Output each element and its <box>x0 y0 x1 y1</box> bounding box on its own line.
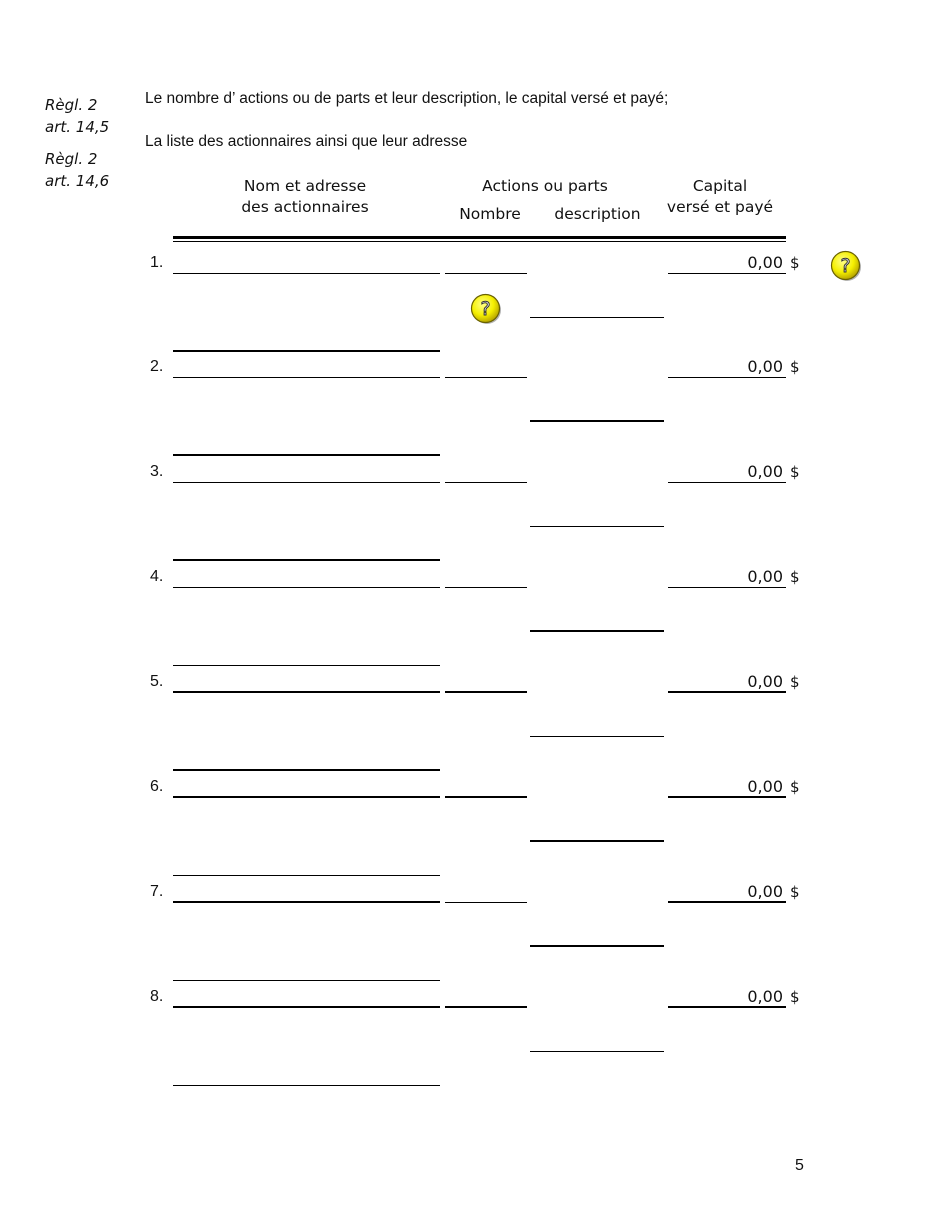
row-number: 1. <box>150 254 164 271</box>
shares-description-input[interactable] <box>530 612 664 632</box>
row-number: 2. <box>150 358 164 375</box>
currency-symbol: $ <box>790 463 800 481</box>
capital-paid-input[interactable] <box>668 252 786 274</box>
shares-description-input[interactable] <box>530 822 664 842</box>
shares-number-input[interactable] <box>445 988 527 1008</box>
capital-paid-input[interactable] <box>668 356 786 378</box>
shareholder-name-input[interactable] <box>173 778 440 798</box>
shareholder-address-input[interactable] <box>173 436 440 456</box>
intro-shareholders-text: La liste des actionnaires ainsi que leur adresse <box>145 133 468 150</box>
row-number: 3. <box>150 463 164 480</box>
margin-note-regl-2: Règl. 2 <box>45 150 98 168</box>
page-number: 5 <box>795 1157 804 1174</box>
shares-number-input[interactable] <box>445 463 527 483</box>
shareholder-row <box>0 254 950 360</box>
shareholder-row <box>0 673 950 779</box>
shares-number-input[interactable] <box>445 358 527 378</box>
shares-description-input[interactable] <box>530 1032 664 1052</box>
shareholder-name-input[interactable] <box>173 568 440 588</box>
header-rule-thin <box>173 241 786 242</box>
shares-description-input[interactable] <box>530 717 664 737</box>
header-actions: Actions ou parts <box>482 177 608 195</box>
shareholder-address-input[interactable] <box>173 541 440 561</box>
shareholder-address-input[interactable] <box>173 332 440 352</box>
shareholder-row <box>0 463 950 569</box>
shareholder-row <box>0 358 950 464</box>
shareholder-row <box>0 883 950 989</box>
shareholder-name-input[interactable] <box>173 463 440 483</box>
shareholder-row <box>0 568 950 674</box>
shareholder-address-input[interactable] <box>173 751 440 771</box>
intro-shares-text: Le nombre d’ actions ou de parts et leur description, le capital versé et payé; <box>145 90 669 107</box>
shares-number-input[interactable] <box>445 778 527 798</box>
capital-paid-input[interactable] <box>668 461 786 483</box>
shares-description-input[interactable] <box>530 507 664 527</box>
currency-symbol: $ <box>790 778 800 796</box>
shareholder-address-input[interactable] <box>173 856 440 876</box>
margin-note-article-1: art. 14,5 <box>45 118 110 136</box>
capital-paid-input[interactable] <box>668 881 786 903</box>
currency-symbol: $ <box>790 883 800 901</box>
header-rule-thick <box>173 236 786 239</box>
svg-text:?: ? <box>840 255 851 277</box>
shares-description-input[interactable] <box>530 298 664 318</box>
shareholder-address-input[interactable] <box>173 961 440 981</box>
shareholder-name-input[interactable] <box>173 673 440 693</box>
shares-number-input[interactable] <box>445 883 527 903</box>
shareholder-name-input[interactable] <box>173 883 440 903</box>
row-number: 4. <box>150 568 164 585</box>
capital-paid-input[interactable] <box>668 776 786 798</box>
shares-number-input[interactable] <box>445 568 527 588</box>
currency-symbol: $ <box>790 254 800 272</box>
header-capital <box>660 176 780 218</box>
header-capital-line2: versé et payé <box>666 198 774 216</box>
header-description: description <box>554 205 641 223</box>
shareholder-name-input[interactable] <box>173 358 440 378</box>
shareholder-name-input[interactable] <box>173 254 440 274</box>
capital-paid-input[interactable] <box>668 671 786 693</box>
header-name-line1: Nom et adresse <box>243 177 367 195</box>
shares-number-input[interactable] <box>445 254 527 274</box>
row-number: 7. <box>150 883 164 900</box>
shareholder-name-input[interactable] <box>173 988 440 1008</box>
currency-symbol: $ <box>790 568 800 586</box>
shares-description-input[interactable] <box>530 402 664 422</box>
margin-note-regl-1: Règl. 2 <box>45 96 98 114</box>
row-number: 5. <box>150 673 164 690</box>
header-capital-line1: Capital <box>692 177 748 195</box>
shareholder-row <box>0 778 950 884</box>
header-name-line2: des actionnaires <box>241 198 369 216</box>
margin-note-article-2: art. 14,6 <box>45 172 110 190</box>
row-number: 8. <box>150 988 164 1005</box>
currency-symbol: $ <box>790 673 800 691</box>
header-name-address <box>215 176 395 218</box>
shares-description-input[interactable] <box>530 927 664 947</box>
shareholder-address-input[interactable] <box>173 646 440 666</box>
shareholder-row <box>0 988 950 1094</box>
capital-paid-input[interactable] <box>668 566 786 588</box>
header-nombre: Nombre <box>459 205 521 223</box>
capital-paid-input[interactable] <box>668 986 786 1008</box>
currency-symbol: $ <box>790 988 800 1006</box>
svg-text:?: ? <box>480 298 491 320</box>
currency-symbol: $ <box>790 358 800 376</box>
shares-number-input[interactable] <box>445 673 527 693</box>
shareholder-address-input[interactable] <box>173 1066 440 1086</box>
row-number: 6. <box>150 778 164 795</box>
